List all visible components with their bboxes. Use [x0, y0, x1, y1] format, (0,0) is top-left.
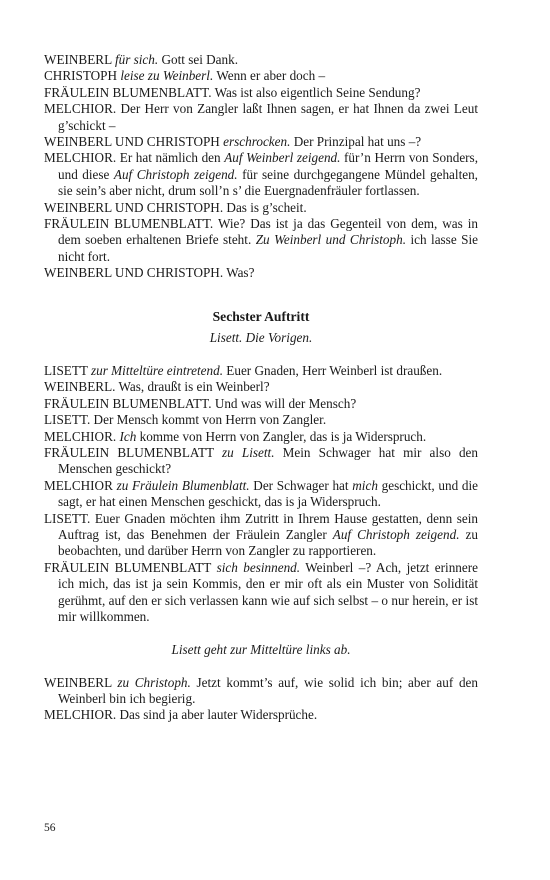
- text-run: WEINBERL UND CHRISTOPH. Was?: [44, 265, 255, 281]
- dialogue-line: [44, 216, 478, 265]
- dialogue-line: [44, 511, 478, 560]
- stage-direction: Lisett geht zur Mitteltüre links ab.: [171, 641, 351, 657]
- text-run: Der Schwager hat: [249, 477, 353, 493]
- text-run: für’n Herrn von Sonders, und diese: [58, 150, 478, 182]
- stage-direction-run: Zu Weinberl und Christoph.: [255, 232, 406, 248]
- dialogue-line: [44, 707, 478, 723]
- text-run: WEINBERL. Was, draußt is ein Weinberl?: [44, 379, 270, 395]
- text-run: WEINBERL UND CHRISTOPH. Das is g’scheit.: [44, 199, 307, 215]
- text-run: Der Prinzipal hat uns –?: [290, 134, 422, 150]
- dialogue-line: [44, 478, 478, 511]
- stage-direction-run: erschrocken.: [223, 134, 291, 150]
- dialogue-line: [44, 675, 478, 708]
- dialogue-line: [44, 379, 478, 395]
- dialogue-block-middle: [44, 363, 478, 626]
- text-run: Weinberl –? Ach, jetzt erinnere ich mich, das ist ja sein Kommis, den er mir oft als ein Muster von Solidität gerühmt, auf den er sich verlassen kann wie auf sich selbst – o nur herein, er ist mir willkommen.: [58, 559, 478, 624]
- text-run: FRÄULEIN BLUMENBLATT: [44, 444, 222, 460]
- text-run: FRÄULEIN BLUMENBLATT. Wie? Das ist ja das Gegenteil von dem, was in dem soeben erhaltenen Briefe steht.: [44, 216, 478, 248]
- text-run: CHRISTOPH: [44, 68, 121, 84]
- dialogue-line: [44, 560, 478, 626]
- dialogue-line: [44, 396, 478, 412]
- text-run: Mein Schwager hat mir also den Menschen geschickt?: [58, 444, 478, 477]
- stage-direction-run: Auf Christoph zeigend.: [113, 166, 238, 182]
- dialogue-line: [44, 363, 478, 379]
- text-run: komme von Herrn von Zangler, das is ja Widerspruch.: [136, 428, 427, 444]
- dialogue-line: [44, 68, 478, 84]
- stage-direction-run: mich: [352, 477, 378, 493]
- text-run: MELCHIOR. Das sind ja aber lauter Widersprüche.: [44, 707, 318, 723]
- text-run: ich lasse Sie nicht fort.: [58, 232, 478, 264]
- scene-heading: Sechster Auftritt: [212, 309, 310, 325]
- text-run: FRÄULEIN BLUMENBLATT. Was ist also eigentlich Seine Sendung?: [44, 84, 421, 100]
- text-run: Gott sei Dank.: [158, 52, 239, 67]
- dialogue-block-top: [44, 52, 478, 282]
- text-run: MELCHIOR. Er hat nämlich den: [44, 150, 225, 166]
- text-run: WEINBERL: [44, 674, 118, 690]
- text-run: zu beobachten, und darüber Herrn von Zangler zu rapportieren.: [58, 526, 478, 559]
- text-run: LISETT. Euer Gnaden möchten ihm Zutritt in Ihrem Hause gestatten, denn sein Auftrag ist, das Benehmen der Fräulein Zangler: [44, 510, 478, 542]
- stage-direction-run: Auf Christoph zeigend.: [332, 526, 460, 542]
- dialogue-line: [44, 265, 478, 281]
- dialogue-line: [44, 134, 478, 150]
- text-run: WEINBERL UND CHRISTOPH: [44, 134, 224, 150]
- stage-direction-run: leise zu Weinberl.: [120, 68, 214, 84]
- text-run: für seine durchgegangene Mündel gehalten, sie sein’s aber nicht, drum soll’n s’ die Euergnadenfräuler fortlassen.: [58, 166, 478, 199]
- book-page: [44, 52, 478, 724]
- dialogue-line: [44, 52, 478, 68]
- stage-direction-run: Ich: [119, 428, 137, 444]
- dialogue-line: [44, 85, 478, 101]
- dialogue-line: [44, 150, 478, 199]
- text-run: LISETT. Der Mensch kommt von Herrn von Zangler.: [44, 412, 327, 428]
- dialogue-block-bottom: [44, 675, 478, 724]
- text-run: FRÄULEIN BLUMENBLATT: [44, 559, 217, 575]
- stage-direction-run: für sich.: [114, 52, 159, 67]
- text-run: MELCHIOR. Der Herr von Zangler laßt Ihnen sagen, er hat Ihnen da zwei Leut g’schickt –: [44, 101, 478, 133]
- stage-direction-run: sich besinnend.: [216, 559, 301, 575]
- stage-direction-run: zu Fräulein Blumenblatt.: [116, 477, 250, 493]
- text-run: geschickt, und die sagt, er hat einen Menschen geschickt, das is ja Widerspruch.: [58, 477, 478, 510]
- text-run: MELCHIOR.: [44, 428, 120, 444]
- dialogue-line: [44, 429, 478, 445]
- stage-direction-run: Auf Weinberl zeigend.: [224, 150, 341, 166]
- scene-cast: Lisett. Die Vorigen.: [209, 330, 313, 346]
- dialogue-line: [44, 445, 478, 478]
- text-run: WEINBERL: [44, 52, 115, 67]
- dialogue-line: [44, 101, 478, 134]
- stage-direction-run: zur Mitteltüre eintretend.: [91, 362, 223, 378]
- text-run: Jetzt kommt’s auf, wie solid ich bin; aber auf den Weinberl bin ich begierig.: [58, 674, 478, 706]
- text-run: LISETT: [44, 362, 92, 378]
- stage-direction-run: zu Christoph.: [117, 674, 191, 690]
- dialogue-line: [44, 200, 478, 216]
- text-run: Wenn er aber doch –: [213, 68, 326, 84]
- stage-direction-run: zu Lisett.: [222, 444, 275, 460]
- dialogue-line: [44, 412, 478, 428]
- page-number: 56: [44, 822, 56, 834]
- text-run: Euer Gnaden, Herr Weinberl ist draußen.: [223, 362, 443, 378]
- text-run: FRÄULEIN BLUMENBLATT. Und was will der Mensch?: [44, 395, 357, 411]
- text-run: MELCHIOR: [44, 477, 117, 493]
